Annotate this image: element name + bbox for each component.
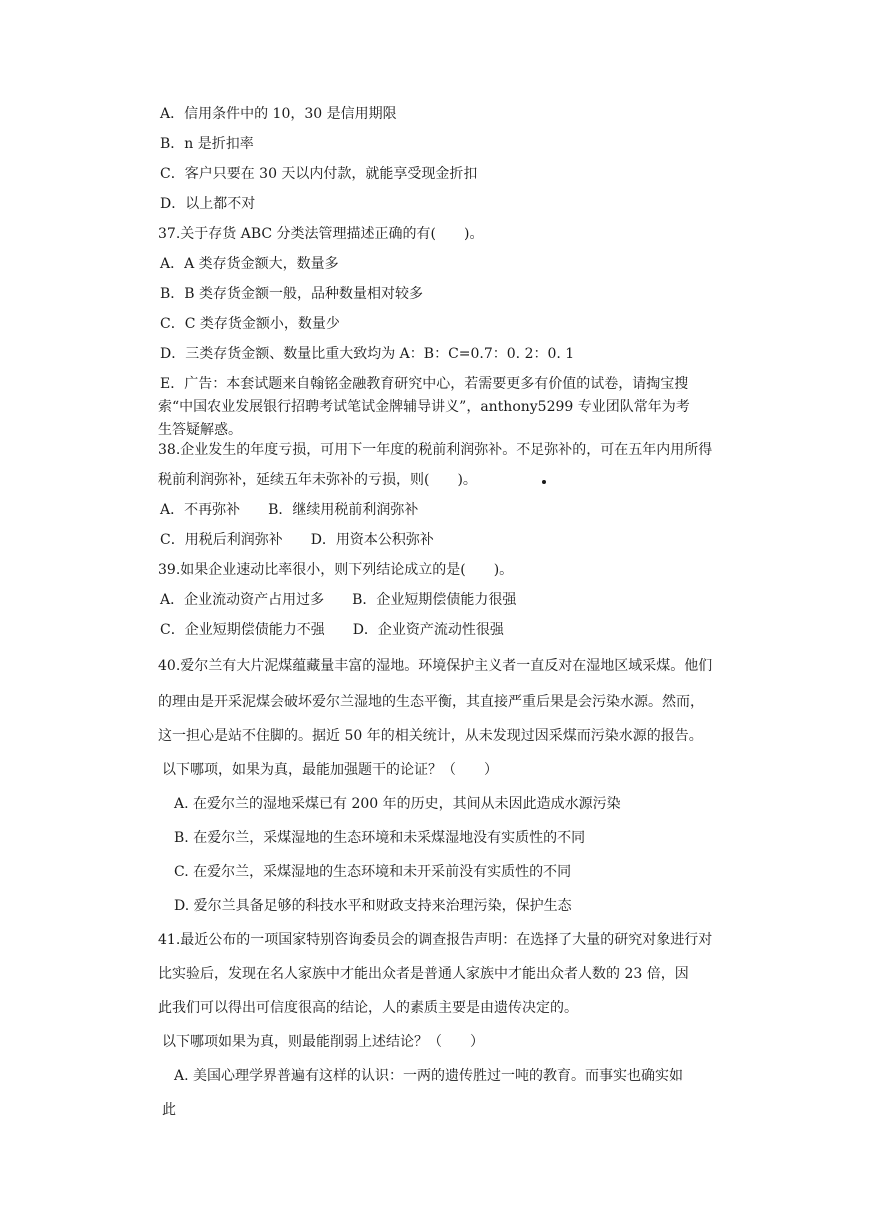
q37-stem: 37.关于存货 ABC 分类法管理描述正确的有( )。 (158, 226, 484, 242)
q37-option-d: D．三类存货金额、数量比重大致均为 A：B：C=0.7：0. 2：0. 1 (160, 346, 575, 362)
q41-question: 以下哪项如果为真，则最能削弱上述结论？（ ） (162, 1034, 484, 1050)
q40-stem-line2: 的理由是开采泥煤会破坏爱尔兰湿地的生态平衡，其直接严重后果是会污染水源。然而， (158, 694, 704, 710)
q36-option-c: C．客户只要在 30 天以内付款，就能享受现金折扣 (160, 166, 478, 182)
q38-options-cd: C．用税后利润弥补 D．用资本公积弥补 (160, 532, 434, 548)
q41-option-a-line1: A. 美国心理学界普遍有这样的认识：一两的遗传胜过一吨的教育。而事实也确实如 (174, 1068, 684, 1084)
q40-option-c: C. 在爱尔兰，采煤湿地的生态环境和未开采前没有实质性的不同 (174, 864, 572, 880)
q37-option-b: B．B 类存货金额一般，品种数量相对较多 (160, 286, 424, 302)
stray-dot (542, 480, 546, 484)
q36-option-d: D．以上都不对 (160, 196, 256, 212)
q41-stem-line3: 此我们可以得出可信度很高的结论，人的素质主要是由遗传决定的。 (158, 1000, 578, 1016)
q40-stem-line1: 40.爱尔兰有大片泥煤蕴藏量丰富的湿地。环境保护主义者一直反对在湿地区域采煤。他们 (158, 658, 713, 674)
q39-options-ab: A．企业流动资产占用过多 B．企业短期偿债能力很强 (160, 592, 517, 608)
q36-option-a: A．信用条件中的 10，30 是信用期限 (160, 106, 397, 122)
q38-options-ab: A．不再弥补 B．继续用税前利润弥补 (160, 502, 419, 518)
q41-stem-line1: 41.最近公布的一项国家特别咨询委员会的调查报告声明：在选择了大量的研究对象进行对 (158, 932, 713, 948)
q41-option-a-line2: 此 (162, 1102, 176, 1118)
q40-question: 以下哪项，如果为真，最能加强题干的论证？（ ） (162, 762, 498, 778)
q40-stem-line3: 这一担心是站不住脚的。据近 50 年的相关统计，从未发现过因采煤而污染水源的报告。 (158, 728, 703, 744)
q37-option-e-line2: 索“中国农业发展银行招聘考试笔试金牌辅导讲义”，anthony5299 专业团队常年为考 (158, 399, 690, 415)
q40-option-d: D. 爱尔兰具备足够的科技水平和财政支持来治理污染，保护生态 (174, 898, 572, 914)
q37-option-a: A．A 类存货金额大，数量多 (160, 256, 339, 272)
q41-stem-line2: 比实验后，发现在名人家族中才能出众者是普通人家族中才能出众者人数的 23 倍，因 (158, 966, 689, 982)
q39-stem: 39.如果企业速动比率很小，则下列结论成立的是( )。 (158, 562, 514, 578)
q40-option-b: B. 在爱尔兰，采煤湿地的生态环境和未采煤湿地没有实质性的不同 (174, 830, 586, 846)
q38-stem-line2: 税前利润弥补，延续五年未弥补的亏损，则( )。 (158, 472, 477, 488)
q37-option-c: C．C 类存货金额小，数量少 (160, 316, 340, 332)
q39-options-cd: C．企业短期偿债能力不强 D．企业资产流动性很强 (160, 622, 504, 638)
q37-option-e-line1: E．广告：本套试题来自翰铭金融教育研究中心，若需要更多有价值的试卷，请掏宝搜 (160, 376, 689, 392)
q36-option-b: B．n 是折扣率 (160, 136, 254, 152)
q40-option-a: A. 在爱尔兰的湿地采煤已有 200 年的历史，其间从未因此造成水源污染 (174, 796, 621, 812)
q38-stem-line1: 38.企业发生的年度亏损，可用下一年度的税前利润弥补。不足弥补的，可在五年内用所得 (158, 442, 713, 458)
q37-option-e-line3: 生答疑解惑。 (158, 422, 242, 438)
